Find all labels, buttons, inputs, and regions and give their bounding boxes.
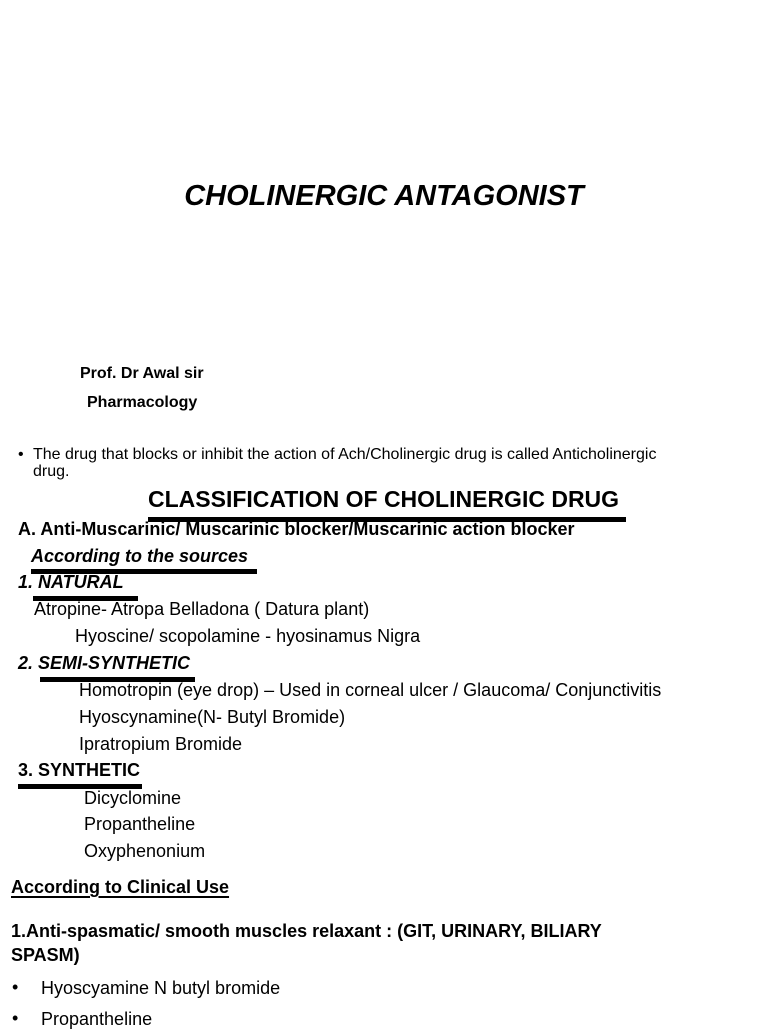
synthetic-item: Oxyphenonium (84, 841, 206, 861)
natural-label: 1. NATURAL (18, 572, 124, 592)
clinical-item: Propantheline (41, 1009, 153, 1029)
clinical-group-1-line-1: 1.Anti-spasmatic/ smooth muscles relaxant : (GIT, URINARY, BILIARY (11, 921, 602, 941)
natural-item: Atropine- Atropa Belladona ( Datura plant) (34, 599, 370, 619)
clinical-heading: According to Clinical Use (11, 877, 230, 897)
page-title: CHOLINERGIC ANTAGONIST (184, 180, 584, 212)
author-department: Pharmacology (87, 394, 198, 411)
author-name: Prof. Dr Awal sir (80, 365, 204, 382)
synthetic-label: 3. SYNTHETIC (18, 760, 141, 780)
semi-synthetic-label: 2. SEMI-SYNTHETIC (18, 653, 191, 673)
definition-line-2: drug. (33, 463, 70, 480)
clinical-item: Hyoscyamine N butyl bromide (41, 978, 281, 998)
clinical-group-1-line-2: SPASM) (11, 945, 80, 965)
group-a-title: A. Anti-Muscarinic/ Muscarinic blocker/Muscarinic action blocker (18, 519, 575, 539)
semi-synthetic-item: Ipratropium Bromide (79, 734, 243, 754)
sources-subheading: According to the sources (31, 546, 249, 566)
synthetic-item: Propantheline (84, 814, 196, 834)
definition-line-1: The drug that blocks or inhibit the action of Ach/Cholinergic drug is called Anticholinergic (33, 446, 657, 463)
definition-bullet: • (18, 446, 24, 463)
natural-item: Hyoscine/ scopolamine - hyosinamus Nigra (75, 626, 421, 646)
classification-heading: CLASSIFICATION OF CHOLINERGIC DRUG (148, 486, 620, 512)
clinical-bullet: • (12, 977, 19, 997)
clinical-bullet: • (12, 1008, 19, 1028)
semi-synthetic-item: Hyoscynamine(N- Butyl Bromide) (79, 707, 346, 727)
synthetic-item: Dicyclomine (84, 788, 182, 808)
semi-synthetic-item: Homotropin (eye drop) – Used in corneal ulcer / Glaucoma/ Conjunctivitis (79, 680, 662, 700)
